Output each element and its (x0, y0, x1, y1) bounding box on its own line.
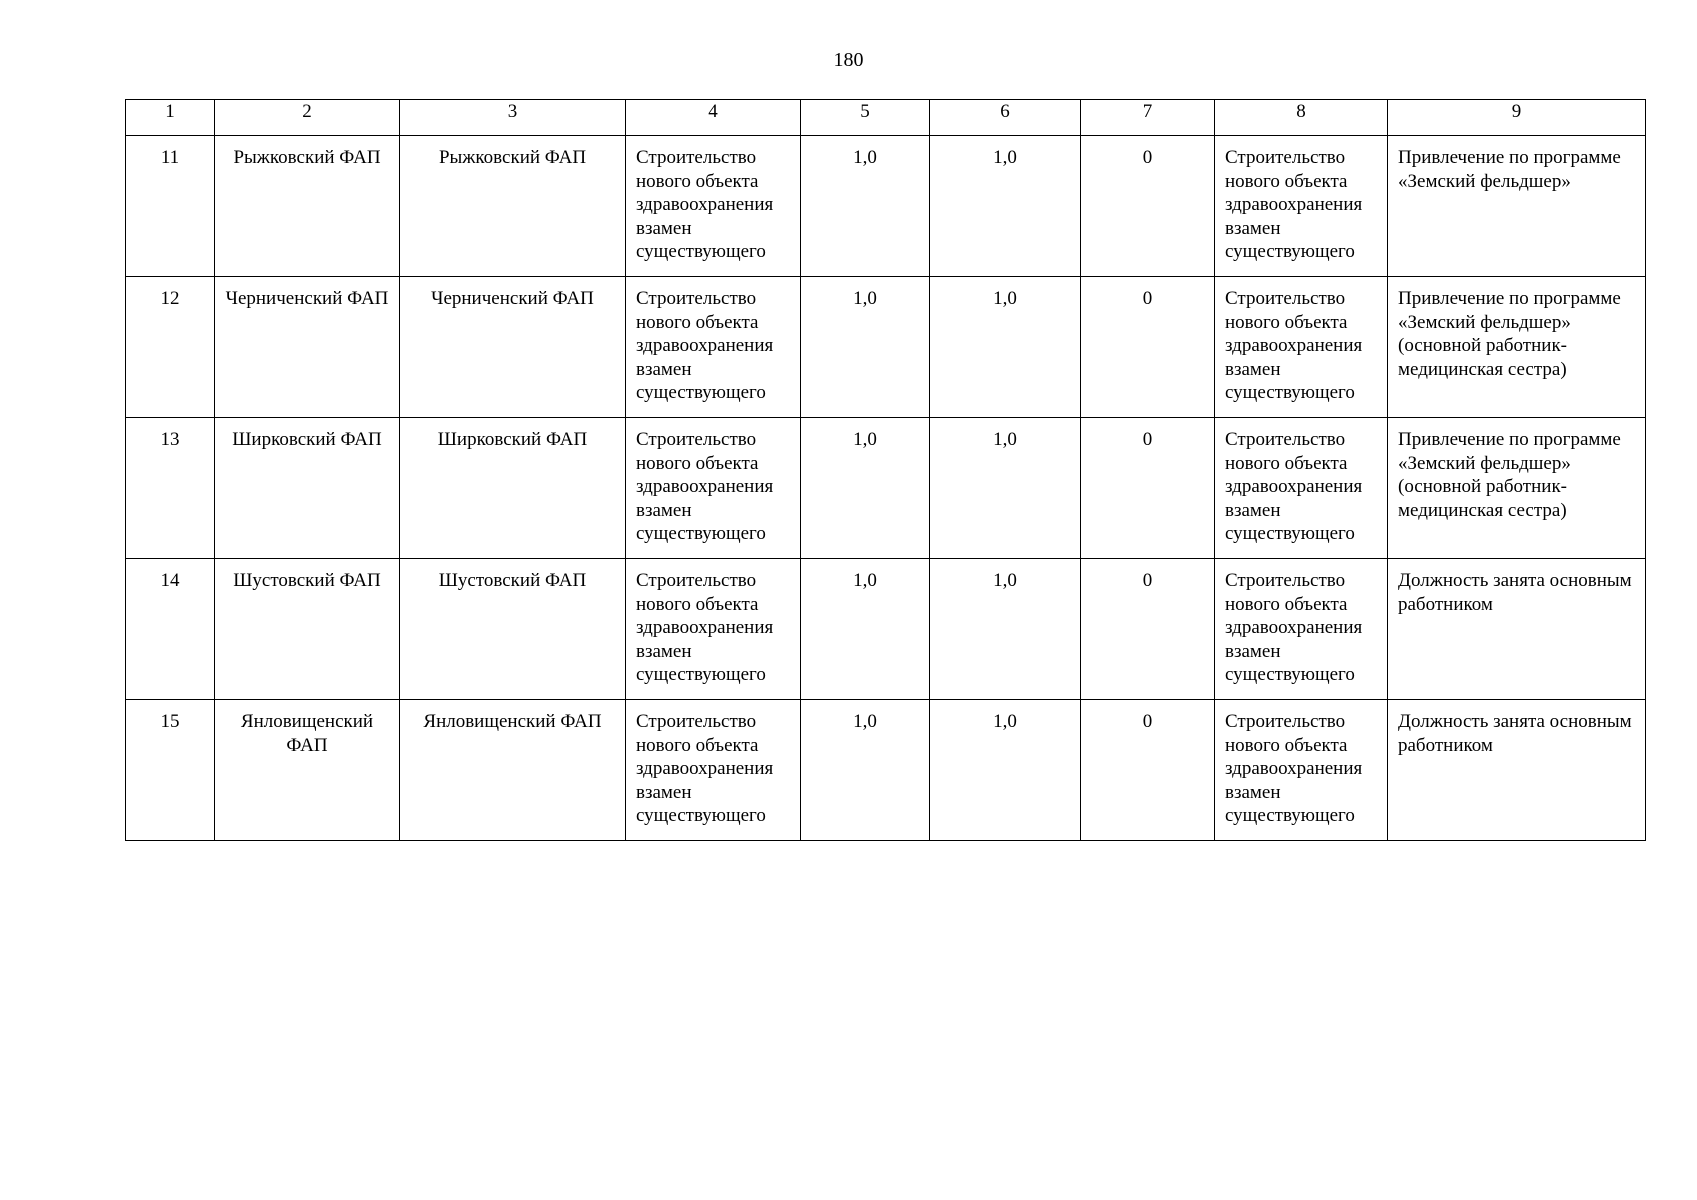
action-col-8: Строительство нового объекта здравоохранения взамен существующего (1215, 559, 1388, 700)
value-col-6: 1,0 (930, 559, 1081, 700)
row-number: 13 (126, 418, 215, 559)
facility-name: Черниченский ФАП (215, 277, 400, 418)
planned-action: Строительство нового объекта здравоохранения взамен существующего (626, 700, 801, 841)
value-col-6: 1,0 (930, 277, 1081, 418)
action-col-8: Строительство нового объекта здравоохранения взамен существующего (1215, 277, 1388, 418)
row-number: 14 (126, 559, 215, 700)
planned-action: Строительство нового объекта здравоохранения взамен существующего (626, 277, 801, 418)
table-row (126, 418, 1646, 559)
staffing-note: Привлечение по программе «Земский фельдшер» (основной работник- медицинская сестра) (1388, 277, 1646, 418)
header-cell-3: 3 (400, 100, 626, 136)
row-number: 11 (126, 136, 215, 277)
facility-name-alt: Рыжковский ФАП (400, 136, 626, 277)
row-number: 15 (126, 700, 215, 841)
value-col-6: 1,0 (930, 418, 1081, 559)
table-row (126, 136, 1646, 277)
action-col-8: Строительство нового объекта здравоохранения взамен существующего (1215, 700, 1388, 841)
action-col-8: Строительство нового объекта здравоохранения взамен существующего (1215, 136, 1388, 277)
value-col-7: 0 (1081, 136, 1215, 277)
header-cell-7: 7 (1081, 100, 1215, 136)
staffing-note: Привлечение по программе «Земский фельдшер» (1388, 136, 1646, 277)
action-col-8: Строительство нового объекта здравоохранения взамен существующего (1215, 418, 1388, 559)
value-col-5: 1,0 (801, 418, 930, 559)
value-col-7: 0 (1081, 559, 1215, 700)
header-cell-4: 4 (626, 100, 801, 136)
value-col-6: 1,0 (930, 700, 1081, 841)
facility-name: Ширковский ФАП (215, 418, 400, 559)
staffing-note: Привлечение по программе «Земский фельдшер» (основной работник- медицинская сестра) (1388, 418, 1646, 559)
facility-name-alt: Шустовский ФАП (400, 559, 626, 700)
planned-action: Строительство нового объекта здравоохранения взамен существующего (626, 136, 801, 277)
value-col-7: 0 (1081, 418, 1215, 559)
facility-name-alt: Янловищенский ФАП (400, 700, 626, 841)
table-row (126, 559, 1646, 700)
table-row (126, 277, 1646, 418)
page-number: 180 (833, 49, 864, 71)
table-row (126, 700, 1646, 841)
value-col-6: 1,0 (930, 136, 1081, 277)
facility-name: Шустовский ФАП (215, 559, 400, 700)
value-col-5: 1,0 (801, 559, 930, 700)
facility-name: Рыжковский ФАП (215, 136, 400, 277)
header-cell-2: 2 (215, 100, 400, 136)
value-col-5: 1,0 (801, 700, 930, 841)
planned-action: Строительство нового объекта здравоохранения взамен существующего (626, 559, 801, 700)
header-cell-6: 6 (930, 100, 1081, 136)
planned-action: Строительство нового объекта здравоохранения взамен существующего (626, 418, 801, 559)
staffing-note: Должность занята основным работником (1388, 559, 1646, 700)
facility-name-alt: Черниченский ФАП (400, 277, 626, 418)
value-col-7: 0 (1081, 277, 1215, 418)
data-table (125, 99, 1646, 841)
facility-name-alt: Ширковский ФАП (400, 418, 626, 559)
header-cell-8: 8 (1215, 100, 1388, 136)
staffing-note: Должность занята основным работником (1388, 700, 1646, 841)
header-cell-5: 5 (801, 100, 930, 136)
value-col-5: 1,0 (801, 136, 930, 277)
row-number: 12 (126, 277, 215, 418)
header-cell-9: 9 (1388, 100, 1646, 136)
value-col-7: 0 (1081, 700, 1215, 841)
header-row (126, 100, 1646, 136)
value-col-5: 1,0 (801, 277, 930, 418)
facility-name: Янловищенский ФАП (215, 700, 400, 841)
header-cell-1: 1 (126, 100, 215, 136)
